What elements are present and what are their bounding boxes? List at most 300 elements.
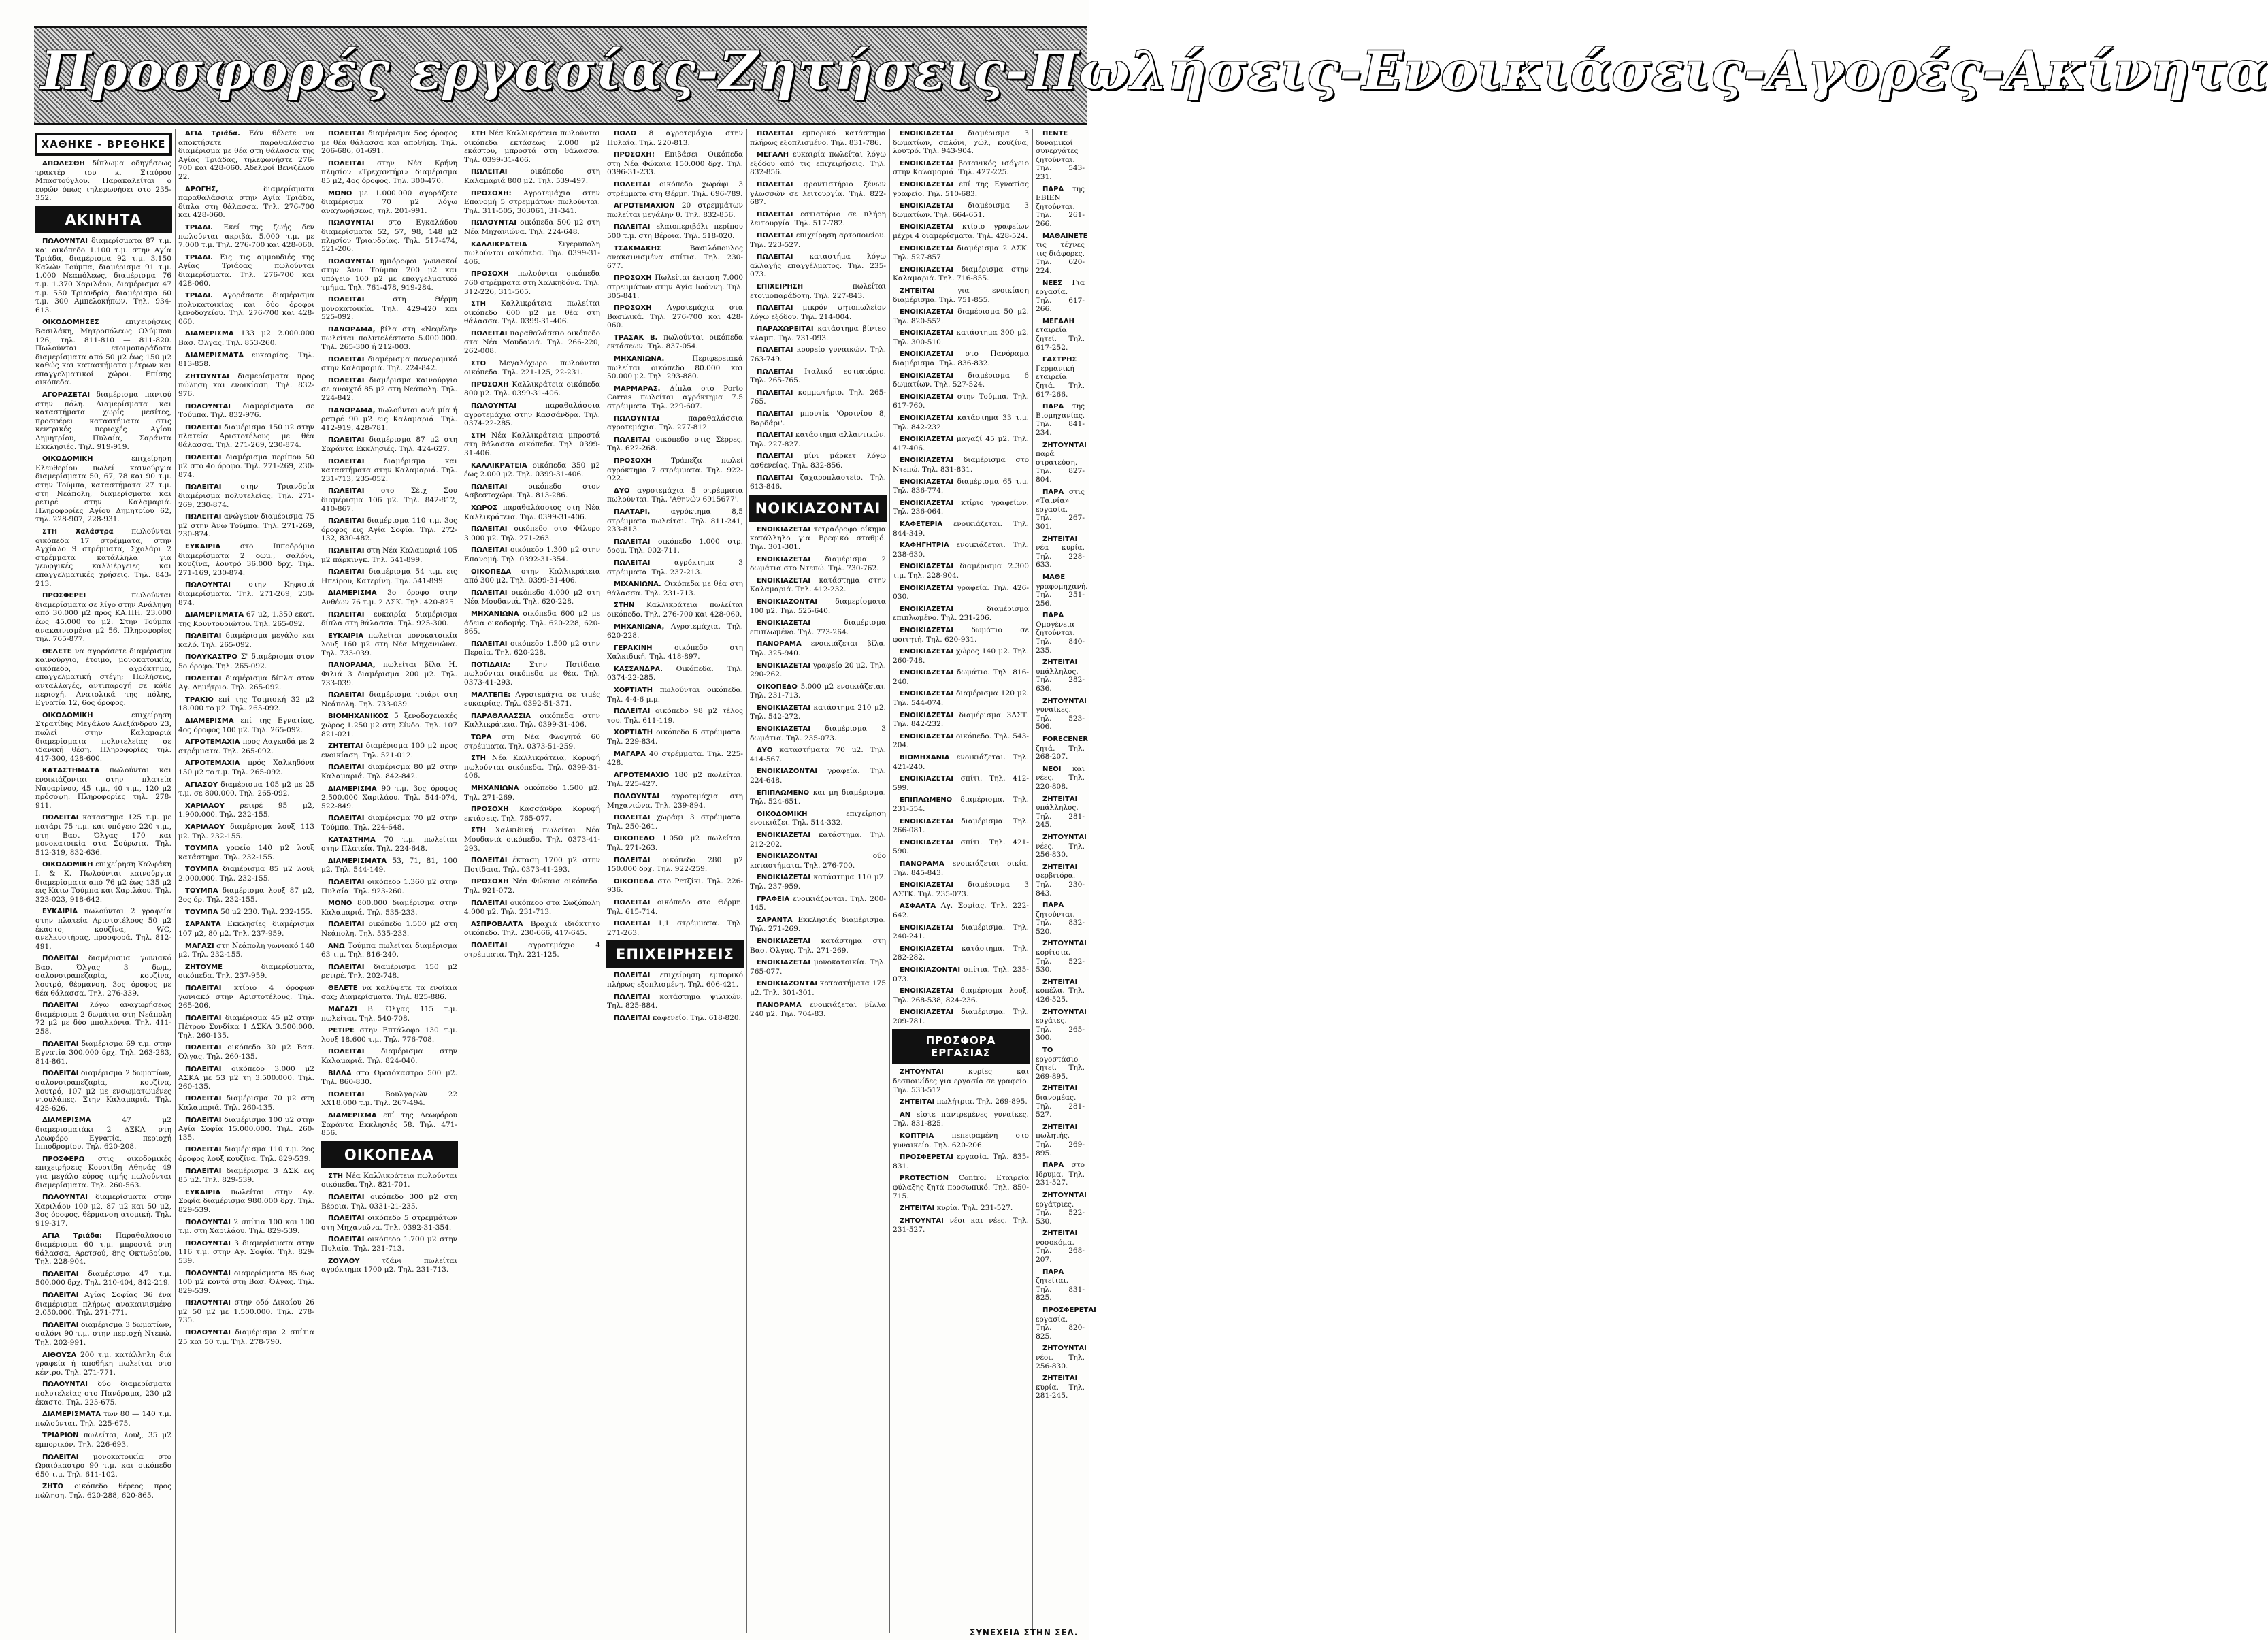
ad-lead-word: ΠΩΛΕΙΤΑΙ (328, 355, 365, 363)
classified-ad (35, 711, 171, 764)
classified-ad (321, 712, 457, 738)
ad-lead-word: ΠΩΛΕΙΤΑΙ (328, 296, 365, 304)
ad-body: ζαχαροπλαστείο. Τηλ. 613-846. (750, 473, 887, 491)
ad-lead-word: ΠΩΛΕΙΤΑΙ (757, 304, 793, 312)
ad-lead-word: ΕΠΙΧΕΙΡΗΣΗ (757, 282, 804, 291)
ad-lead-word: ΑΓΟΡΑΖΕΤΑΙ (42, 391, 91, 399)
classified-ad (607, 665, 743, 683)
classified-ad (321, 610, 457, 628)
classified-ad (178, 887, 314, 904)
ad-body: ζητείται. Τηλ. 831-825. (1036, 1277, 1085, 1302)
ad-lead-word: ΒΙΟΜΗΧΑΝΙΚΟΣ (328, 712, 389, 721)
section-heading: ΟΙΚΟΠΕΔΑ (321, 1142, 457, 1168)
ad-lead-word: ΕΝΟΙΚΙΑΖΕΤΑΙ (900, 775, 953, 783)
ad-body: επί της Τσιμισκή 32 μ2 18.000 το μ2. Τηλ. 265-092. (178, 695, 314, 713)
classified-ad (893, 562, 1029, 580)
ad-body: 3ο όροφο στην Ανθέων 76 τ.μ. 2 ΔΣΚ. Τηλ. 420-825. (321, 589, 458, 606)
ad-lead-word: ΕΝΟΙΚΙΑΖΕΤΑΙ (900, 923, 953, 932)
classified-ad (178, 291, 314, 326)
classified-ad (35, 1453, 171, 1479)
ad-body: στο Εγκαλάδου διαμερίσματα 52, 57, 98, 148 μ2 πλησίον Τριανδρίας. Τηλ. 517-474, 521-206. (321, 218, 457, 254)
ad-body: στο Ρετζίκι. Τηλ. 226-936. (607, 876, 743, 895)
classified-ad (321, 942, 457, 960)
ad-lead-word: ΧΑΡΙΛΑΟΥ (185, 823, 225, 831)
classified-ad (464, 589, 600, 606)
ad-lead-word: ΠΩΛΕΙΤΑΙ (328, 921, 365, 929)
classified-ad (178, 351, 314, 369)
ad-body: διαμέρισμα 120 μ2. Τηλ. 544-074. (893, 689, 1029, 708)
ad-body: ελαιοπεριβόλι περίπου 500 τ.μ. στη Βέροια. Τηλ. 518-020. (607, 223, 743, 240)
ad-body: Εκκλησίες διαμέρισμα 107 μ2, 80 μ2. Τηλ. 237-959. (178, 920, 314, 938)
classified-ad (893, 329, 1029, 346)
classified-ad (607, 728, 743, 746)
ad-lead-word: ΠΩΛΕΙΤΑΙ (757, 253, 793, 261)
ad-lead-word: ΖΗΤΟΥΝΤΑΙ (1042, 940, 1087, 948)
ad-body: μονοκατοικία στο Ωραιόκαστρο 90 τ.μ. και οικόπεδο 650 τ.μ. Τηλ. 611-102. (35, 1452, 171, 1479)
classified-ad (321, 632, 457, 658)
ad-lead-word: ΕΝΟΙΚΙΑΖΕΤΑΙ (900, 372, 953, 380)
classified-ad (464, 299, 600, 326)
ad-lead-word: ΕΝΟΙΚΙΑΖΕΤΑΙ (900, 881, 953, 889)
ad-lead-word: ΠΩΛΟΥΝΤΑΙ (185, 402, 231, 410)
classified-ad (321, 457, 457, 484)
ad-body: καταστήματα 175 μ2. Τηλ. 301-301. (750, 979, 887, 997)
classified-ad (750, 410, 886, 427)
ad-lead-word: ΕΝΟΙΚΙΑΖΕΤΑΙ (900, 244, 953, 252)
classified-ad (464, 218, 600, 236)
classified-ad (321, 1090, 457, 1108)
ad-lead-word: ΑΓΡΟΤΕΜΑΧΙΑ (185, 738, 240, 747)
classified-ad (607, 180, 743, 198)
ad-lead-word: ΠΩΛΕΙΤΑΙ (328, 1090, 365, 1098)
classified-ad (893, 796, 1029, 813)
classified-ad (750, 474, 886, 491)
ad-body: κυρία. Τηλ. 281-245. (1036, 1383, 1085, 1400)
ad-lead-word: ΡΕΤΙΡΕ (328, 1027, 355, 1035)
ad-lead-word: ΠΡΟΣΟΧΗ (471, 806, 509, 814)
ad-body: διαμερίσματα 100 μ2. Τηλ. 525-640. (750, 597, 886, 615)
ad-lead-word: ΟΙΚΟΠΕΔΟ (757, 683, 798, 691)
ad-lead-word: ΠΡΟΣΦΕΡΩ (42, 1155, 85, 1163)
classified-ad (607, 304, 743, 330)
classified-ad (1036, 1123, 1085, 1158)
classified-ad (1036, 901, 1085, 936)
ad-lead-word: ΠΑΡΑΧΩΡΕΙΤΑΙ (757, 325, 814, 333)
classified-ad (607, 201, 743, 219)
ad-body: κατάστημα 210 μ2. Τηλ. 542-272. (750, 703, 887, 721)
ad-lead-word: ΠΩΛΕΙΤΑΙ (757, 410, 793, 419)
ad-body: γραφεία. Τηλ. 426-030. (893, 583, 1029, 602)
ad-lead-word: ΣΤΗΝ (614, 602, 635, 610)
ad-lead-word: ΠΩΛΕΙΤΑΙ (42, 814, 79, 822)
classified-ad (1036, 1046, 1085, 1081)
ad-lead-word: ΠΟΤΙΔΑΙΑ: (471, 661, 511, 669)
ad-body: διαμέρισμα 87 μ2 στη Σαράντα Εκκλησιές. Τηλ. 424-627. (321, 436, 457, 453)
ad-lead-word: ΠΩΛΕΙΤΑΙ (471, 857, 508, 865)
ad-body: εργασία. Τηλ. 820-825. (1036, 1315, 1085, 1341)
classified-ad (321, 857, 457, 874)
classified-ad (35, 1232, 171, 1266)
ad-lead-word: ΤΟΥΜΠΑ (185, 866, 218, 874)
section-heading: ΕΠΙΧΕΙΡΗΣΕΙΣ (607, 941, 743, 967)
ad-lead-word: ΠΩΛΕΙΤΑΙ (614, 223, 651, 231)
ad-lead-word: ΚΑΛΛΙΚΡΑΤΕΙΑ (471, 240, 527, 248)
ad-lead-word: ΠΩΛΕΙΤΑΙ (328, 610, 365, 619)
ad-body: νέες. Τηλ. 256-830. (1036, 842, 1085, 859)
ad-lead-word: ΚΟΠΤΡΙΑ (900, 1132, 934, 1141)
ad-lead-word: ΜΑΛΤΕΠΕ: (471, 691, 511, 699)
ad-lead-word: ΠΩΛΕΙΤΑΙ (185, 632, 222, 640)
ad-body: οικόπεδο 1.500 μ2 στην Περαία. Τηλ. 620-228. (464, 639, 600, 657)
ad-body: ενοικιάζεται. Τηλ. 844-349. (893, 519, 1029, 538)
ad-body: στο Ιδρυμα. Τηλ. 231-527. (1036, 1161, 1085, 1187)
classified-ad (1036, 611, 1085, 655)
classified-ad (750, 325, 886, 342)
classified-ad (893, 817, 1029, 835)
classified-ad (464, 167, 600, 185)
ad-lead-word: ΜΑΓΑΖΙ (328, 1006, 357, 1014)
ad-body: οικόπεδο στη Χαλκιδική. Τηλ. 418-897. (607, 643, 743, 661)
ad-lead-word: ΤΡΙΑΔΙ. (185, 253, 213, 261)
classified-ad (607, 487, 743, 504)
ad-lead-word: ΠΩΛΕΙΤΑΙ (757, 453, 793, 461)
classified-ad (35, 455, 171, 524)
ad-body: διαμέρισμα 2 δωμάτια στο Ντεπώ. Τηλ. 730-762. (750, 555, 886, 573)
ad-lead-word: ΠΩΛΕΙΤΑΙ (757, 231, 793, 240)
ad-lead-word: ΖΗΤΟΥΝΤΑΙ (1042, 1191, 1087, 1199)
classified-ad (1036, 978, 1085, 1004)
ad-body: διαμέρισμα 150 μ2 στην πλατεία Αριστοτέλους με θέα θάλασσα. Τηλ. 271-269, 230-874. (178, 423, 314, 449)
ad-lead-word: ΠΩΛΕΙΤΑΙ (614, 436, 651, 444)
ad-body: στη Νεάπολη γωνιακό 140 μ2. Τηλ. 232-155. (178, 941, 314, 960)
ad-lead-word: ΕΝΟΙΚΙΑΖΕΤΑΙ (900, 817, 953, 825)
classified-ad (893, 711, 1029, 729)
classified-ad (464, 401, 600, 428)
classified-ad (178, 653, 314, 670)
ad-lead-word: ΕΝΟΙΚΙΑΖΕΤΑΙ (757, 576, 810, 585)
ad-lead-word: ΕΝΟΙΚΙΑΖΕΤΑΙ (900, 329, 953, 338)
classified-ad (35, 591, 171, 644)
ad-lead-word: ΕΝΟΙΚΙΑΖΕΤΑΙ (900, 223, 953, 231)
classified-ad (464, 877, 600, 895)
ad-lead-word: ΠΩΛΕΙΤΑΙ (328, 1193, 365, 1201)
ad-body: Ιταλικό εστιατόριο. Τηλ. 265-765. (750, 367, 886, 385)
ad-body: να αγοράσετε διαμέρισμα καινούργιο, έτοιμο, μονοκατοικία, οικόπεδο, αγρόκτημα, επαγγελματική στέγη; Πωλήσεις, ανταλλαγές, αντιπαροχή σε κάθε περιοχή. Ανατολικά της πόλης, Εγνατία 12, 6ος όροφος. (35, 646, 171, 708)
ad-body: νοσοκόμα. Τηλ. 268-207. (1036, 1238, 1085, 1264)
ad-lead-word: ΖΗΤΟΥΝΤΑΙ (900, 1068, 944, 1077)
classified-ad (464, 610, 600, 636)
ad-body: στο Ωραιόκαστρο 500 μ2. Τηλ. 860-830. (321, 1068, 457, 1087)
classified-ad (464, 805, 600, 823)
ad-lead-word: ΕΝΟΙΚΙΑΖΕΤΑΙ (757, 959, 810, 967)
ad-body: ενοικιάζεται οικία. Τηλ. 845-843. (893, 859, 1030, 877)
classified-ad (893, 668, 1029, 686)
ad-body: Αγίας Σοφίας 36 ένα διαμέρισμα πλήρως ανακαινισμένο 2.050.000. Τηλ. 271-771. (35, 1291, 171, 1317)
classified-ad (464, 269, 600, 296)
ad-body: ανώγειον διαμέρισμα 75 μ2 στην Άνω Τούμπα. Τηλ. 271-269, 230-874. (178, 512, 315, 539)
ad-body: ενοικιάζεται. Τηλ. 421-240. (893, 753, 1029, 771)
classified-ad (321, 376, 457, 403)
ad-lead-word: ΤΟΥΜΠΑ (185, 908, 218, 916)
classified-ad (607, 355, 743, 381)
classified-ad (464, 359, 600, 377)
ad-body: διαμέρισμα παντού στην πόλη. Διαμερίσματα και καταστήματα χωρίς μεσίτες, προσφέρει καταστήματα στις κεντρικές περιοχές Αγίου Δημητρίου, Πυλαία, Σαράντα Εκκλησιές. Τηλ. 919-919. (35, 391, 171, 451)
classified-ad (321, 436, 457, 453)
ad-lead-word: ΕΥΚΑΙΡΙΑ (328, 632, 364, 640)
ad-lead-word: ΕΝΟΙΚΙΑΖΕΤΑΙ (900, 265, 953, 274)
classified-ad (1036, 697, 1085, 732)
ad-lead-word: ΜΑΓΑΡΑ (614, 750, 646, 758)
ad-lead-word: ΠΩΛΕΙΤΑΙ (328, 517, 365, 525)
ad-body: διαμέρισμα στην Καλαμαριά. Τηλ. 824-040. (321, 1047, 457, 1066)
ad-lead-word: ΠΩΛΕΙΤΑΙ (328, 130, 365, 137)
ad-body: Νέα Φώκαια οικόπεδα. Τηλ. 921-072. (464, 877, 601, 895)
classified-ad (893, 180, 1029, 198)
classified-ad (893, 350, 1029, 367)
classified-ad (893, 1174, 1029, 1200)
classified-ad (1036, 765, 1085, 791)
ad-body: νέοι. Τηλ. 256-830. (1036, 1354, 1085, 1371)
classified-ad (35, 860, 171, 904)
ad-lead-word: ΤΡΙΑΔΙ. (185, 223, 213, 231)
classified-ad (464, 691, 600, 708)
ad-body: οικόπεδο 1.360 μ2 στην Πυλαία. Τηλ. 923-260. (321, 877, 457, 896)
ad-body: κτίριο 4 όροφων γωνιακό στην Αριστοτέλους. Τηλ. 265-206. (178, 983, 314, 1011)
classified-ad (893, 244, 1029, 262)
classified-ad (35, 1291, 171, 1317)
classified-ad (35, 1193, 171, 1228)
ad-lead-word: ΧΟΡΤΙΑΤΗ (614, 687, 653, 695)
ad-lead-word: ΠΕΝΤΕ (1042, 130, 1068, 137)
classified-ad (464, 568, 600, 585)
ad-body: οικόπεδο στα Σωζόπολη 4.000 μ2. Τηλ. 231-713. (464, 898, 600, 917)
ad-lead-word: ΜΗΧΑΝΙΩΝΑ, (614, 623, 665, 631)
ad-body: διαμέρισμα 80 μ2 στην Καλαμαριά. Τηλ. 842-842. (321, 763, 457, 781)
ad-lead-word: ΠΩΛΕΙΤΑΙ (471, 589, 508, 597)
ad-body: διαμέρισμα μεγάλο και καλό. Τηλ. 265-092. (178, 632, 314, 649)
ad-body: δωμάτιο. Τηλ. 816-240. (893, 668, 1029, 686)
ad-lead-word: ΧΟΡΤΙΑΤΗ (614, 729, 653, 737)
ad-lead-word: ΓΑΣΤΡΗΣ (1042, 356, 1077, 364)
ad-body: αγρόκτημα 3 στρέμματα. Τηλ. 237-213. (607, 558, 743, 576)
ad-lead-word: ΠΩΛΕΙΤΑΙ (614, 856, 651, 864)
ad-lead-word: ΜΕΓΑΛΗ (757, 151, 789, 159)
ad-lead-word: ΕΝΟΙΚΙΑΖΕΤΑΙ (900, 457, 953, 465)
ad-body: επί της Εγνατίας, 4ος όροφος 100 μ2. Τηλ. 265-092. (178, 717, 314, 734)
classified-ad (35, 1069, 171, 1113)
classified-ad (464, 941, 600, 959)
ad-body: Εάν θέλετε να αποκτήσετε παραθαλάσσιο διαμέρισμα με θέα στη θάλασσα της Αγίας Τριάδας, τηλεφωνήστε 276-700 και 428-060. Αδελφοί Βενιζέλου 22. (178, 129, 314, 181)
ad-lead-word: ΠΩΛΕΙΤΑΙ (614, 180, 651, 188)
classified-ad (321, 568, 457, 585)
classified-ad (750, 525, 886, 552)
ad-body: επί της Λεωφόρου Σαράντα Εκκλησιές 58. Τηλ. 471-856. (321, 1111, 457, 1138)
classified-ad (893, 689, 1029, 707)
ad-body: σπίτι. Τηλ. 412-599. (893, 774, 1029, 792)
classified-ad (321, 295, 457, 322)
ad-lead-word: ΓΡΑΦΕΙΑ (757, 895, 790, 903)
ad-lead-word: ΠΩΛΟΥΝΤΑΙ (185, 581, 231, 589)
classified-ad (464, 504, 600, 521)
classified-ad (1036, 355, 1085, 399)
ad-body: Νέα Καλλικράτεια πωλούνται οικόπεδα εκτάσεως 2.000 μ2 εκάστου, μπροστά στη θάλασσα. Τηλ. 0399-31-406. (464, 129, 600, 164)
ad-lead-word: ΖΗΤΕΙΤΑΙ (900, 1204, 935, 1213)
classified-ad (178, 920, 314, 938)
ad-lead-word: ΠΩΛΕΙΤΑΙ (42, 1453, 79, 1461)
column-4 (464, 129, 600, 1633)
ad-lead-word: ΠΩΛΩ (614, 130, 637, 137)
ad-body: διαμέρισμα 45 μ2 στην Πέτρου Συνδίκα 1 ΔΣΚΛ 3.500.000. Τηλ. 260-135. (178, 1013, 314, 1040)
ad-body: πωλητής. Τηλ. 269-895. (1036, 1132, 1085, 1158)
ad-lead-word: ΔΙΑΜΕΡΙΣΜΑΤΑ (328, 857, 387, 865)
ad-body: έκταση 1700 μ2 στην Ποτίδαια. Τηλ. 0373-41-293. (464, 856, 600, 874)
classified-ad (893, 393, 1029, 410)
ad-lead-word: ΕΝΟΙΚΙΑΖΕΤΑΙ (900, 711, 953, 719)
classified-ad (178, 984, 314, 1011)
ad-body: κατάστημα 110 μ2. Τηλ. 237-959. (750, 873, 887, 891)
ad-lead-word: ΕΝΟΙΚΙΑΖΕΤΑΙ (900, 605, 953, 613)
classified-ad (35, 813, 171, 857)
classified-ad (1036, 185, 1085, 229)
ad-body: φροντιστήριο ξένων γλωσσών σε λειτουργία. Τηλ. 822-687. (750, 180, 886, 207)
ad-lead-word: ΝΕΟΙ (1042, 765, 1062, 773)
classified-ad (750, 1001, 886, 1019)
ad-body: στην οδό Δικαίου 26 μ2 50 μ2 με 1.500.000. Τηλ. 278-735. (178, 1298, 314, 1325)
ad-lead-word: ΑΓΡΟΤΕΜΑΧΙΑ (185, 759, 240, 768)
ad-lead-word: ΠΩΛΟΥΝΤΑΙ (471, 402, 517, 410)
ad-lead-word: ΠΑΛΤΑΡΙ, (614, 508, 651, 516)
ad-body: Καλλικράτεια πωλείται οικόπεδο. Τηλ. 276-700 και 428-060. (607, 601, 743, 619)
classified-ad (750, 452, 886, 470)
ad-lead-word: ΠΩΛΕΙΤΑΙ (614, 920, 651, 928)
ad-lead-word: ΤΡΑΣΑΚ Β. (614, 333, 658, 342)
classified-ad (464, 380, 600, 398)
ad-lead-word: ΠΩΛΕΙΤΑΙ (757, 130, 793, 137)
ad-lead-word: ΖΗΤΟΥΝΤΑΙ (1042, 441, 1087, 449)
ad-lead-word: ΠΩΛΕΙΤΑΙ (42, 1321, 79, 1329)
column-3 (321, 129, 457, 1633)
ad-body: διαμέρισμα και καταστήματα στην Καλαμαριά. Τηλ. 231-713, 235-052. (321, 457, 457, 483)
classified-ad (321, 984, 457, 1002)
ad-body: πωλούνται οικόπεδα. Τηλ. 4-4-6 μ.μ. (607, 686, 743, 704)
ad-body: ενοικιάζεται. Τηλ. 238-630. (893, 541, 1029, 559)
ad-body: Νέα Καλλικράτεια πωλούνται οικόπεδα. Τηλ. 821-701. (321, 1171, 457, 1190)
ad-lead-word: ΚΑΤΑΣΤΗΜΑ (328, 836, 376, 844)
ad-body: οικόπεδο. Τηλ. 543-204. (893, 732, 1029, 750)
ad-body: διαμερίσματα προς πώληση και ενοικίαση. Τηλ. 832-976. (178, 372, 314, 399)
ad-body: με 1.000.000 αγοράζετε διαμέρισμα 70 μ2 λόγω αναχωρήσεως, τηλ. 201-991. (321, 188, 457, 215)
ad-lead-word: ΟΙΚΟΔΟΜΙΚΗ (42, 861, 93, 869)
ad-lead-word: ΕΝΟΙΚΙΑΖΕΤΑΙ (757, 555, 810, 563)
ad-lead-word: ΠΩΛΕΙΤΑΙ (328, 1215, 365, 1223)
ad-body: 67 μ2, 1.350 εκατ. της Κουντουριώτου. Τηλ. 265-092. (178, 610, 314, 628)
classified-ad (321, 1172, 457, 1190)
classified-ad (750, 767, 886, 785)
classified-ad (607, 559, 743, 576)
ad-lead-word: ΖΗΤΕΙΤΑΙ (328, 742, 363, 751)
ad-lead-word: ΠΩΛΕΙΤΑΙ (614, 972, 651, 980)
ad-body: στην Τούμπα. Τηλ. 617-760. (893, 392, 1029, 410)
classified-ad (178, 402, 314, 420)
classified-ad (321, 878, 457, 896)
ad-body: κομμωτήριο. Τηλ. 265-765. (750, 388, 886, 406)
classified-ad (178, 512, 314, 539)
classified-ad (321, 661, 457, 687)
classified-ad (178, 482, 314, 509)
ad-lead-word: ΕΝΟΙΚΙΑΖΕΤΑΙ (757, 937, 810, 945)
ad-lead-word: PROTECTION (900, 1175, 949, 1183)
ad-body: Σιγερυπολη πωλούνται οικόπεδα. Τηλ. 0399-31-406. (464, 240, 600, 266)
ad-lead-word: ΠΩΛΕΙΤΑΙ (328, 963, 365, 971)
classified-ad (750, 937, 886, 955)
classified-ad (1036, 1008, 1085, 1043)
classified-ad (750, 789, 886, 806)
ad-body: δυναμικοί συνεργάτες ζητούνται. Τηλ. 543-231. (1036, 138, 1085, 181)
ad-lead-word: ΔΙΑΜΕΡΙΣΜΑ (185, 330, 234, 338)
ad-body: μίνι μάρκετ λόγω ασθενείας. Τηλ. 832-856. (750, 452, 886, 470)
classified-ad (35, 1482, 171, 1500)
ad-body: Νέα Καλλικράτεια μπροστά στη θάλασσα οικόπεδα. Τηλ. 0399-31-406. (464, 431, 600, 457)
ad-body: νέοι και νέες. Τηλ. 231-527. (893, 1216, 1029, 1234)
ad-body: πρός Χαλκηδόνα 150 μ2 το τ.μ. Τηλ. 265-092. (178, 759, 314, 776)
classified-ad (607, 508, 743, 534)
ad-lead-word: ΠΩΛΕΙΤΑΙ (328, 487, 365, 495)
ad-body: οικόπεδα 350 μ2 έως 2.000 μ2. Τηλ. 0399-31-406. (464, 461, 601, 479)
classified-ad (178, 329, 314, 347)
ad-body: μπουτίκ 'Ορσινίου 8, Βαρδάρι'. (750, 410, 886, 427)
section-heading: ΑΚΙΝΗΤΑ (35, 207, 171, 233)
ad-lead-word: ΕΝΟΙΚΙΑΖΕΤΑΙ (900, 350, 953, 359)
ad-body: οικόπεδο 30 μ2 Βασ. Όλγας. Τηλ. 260-135. (178, 1043, 314, 1062)
ad-lead-word: ΕΝΟΙΚΙΑΖΕΤΑΙ (900, 499, 953, 507)
classified-ad (893, 923, 1029, 941)
ad-body: ρετιρέ 95 μ2, 1.900.000. Τηλ. 232-155. (178, 801, 314, 819)
ad-lead-word: ΟΙΚΟΔΟΜΗΣΕΣ (42, 318, 99, 327)
ad-body: στην Νέα Κρήνη πλησίον «Τρεχαντήρι» διαμέρισμα 85 μ2, 4ος όροφος. Τηλ. 300-470. (321, 159, 457, 185)
classified-ad (321, 1111, 457, 1138)
ad-lead-word: ΠΩΛΕΙΤΑΙ (471, 899, 508, 907)
classified-ad (750, 810, 886, 827)
ad-body: Νέα Καλλικράτεια, Κορυφή πωλούνται οικόπεδα. Τηλ. 0399-31-406. (464, 754, 600, 781)
ad-body: διαμερίσματα σε Τούμπα. Τηλ. 832-976. (178, 401, 315, 420)
classified-ad (321, 814, 457, 832)
ad-body: χώρος 140 μ2. Τηλ. 260-748. (893, 647, 1029, 665)
ad-body: γραφείο 20 μ2. Τηλ. 290-262. (750, 661, 886, 679)
ad-lead-word: ΠΩΛΕΙΤΑΙ (185, 1146, 222, 1154)
classified-ad (607, 274, 743, 300)
classified-ad (178, 632, 314, 649)
classified-ad (893, 1204, 1029, 1213)
ad-lead-word: ΕΝΟΙΚΙΑΖΕΤΑΙ (900, 436, 953, 444)
classified-ad (893, 647, 1029, 665)
ad-body: οικόπεδα στην Καλλικράτεια. Τηλ. 0399-31-406. (464, 711, 601, 729)
ad-body: οικόπεδο 1.000 στρ. δρομ. Τηλ. 002-711. (607, 537, 743, 555)
ad-lead-word: ΑΝ (900, 1111, 911, 1119)
classified-ad (1036, 1374, 1085, 1400)
ad-body: γραφομηχανή. Τηλ. 251-256. (1036, 582, 1088, 608)
ad-lead-word: ΤΡΙΑΔΙ. (185, 292, 213, 300)
ad-body: καταστήμα λόγω αλλαγής επαγγέλματος. Τηλ. 235-073. (750, 252, 886, 279)
column-rule (1032, 129, 1033, 1633)
classified-ad (893, 435, 1029, 453)
ad-body: πεπειραμένη στο γυναικείο. Τηλ. 620-206. (893, 1132, 1030, 1149)
ad-body: διαμέρισμα 105 μ2 με 25 τ.μ. σε 800.000. Τηλ. 265-092. (178, 780, 314, 798)
ad-body: 2 σπίτια 100 και 100 τ.μ. στη Χαριλάου. Τηλ. 829-539. (178, 1217, 314, 1236)
ad-lead-word: ΠΩΛΟΥΝΤΑΙ (185, 1218, 231, 1226)
classified-ad (607, 601, 743, 619)
classified-ad (178, 1145, 314, 1163)
classified-ad (464, 826, 600, 853)
